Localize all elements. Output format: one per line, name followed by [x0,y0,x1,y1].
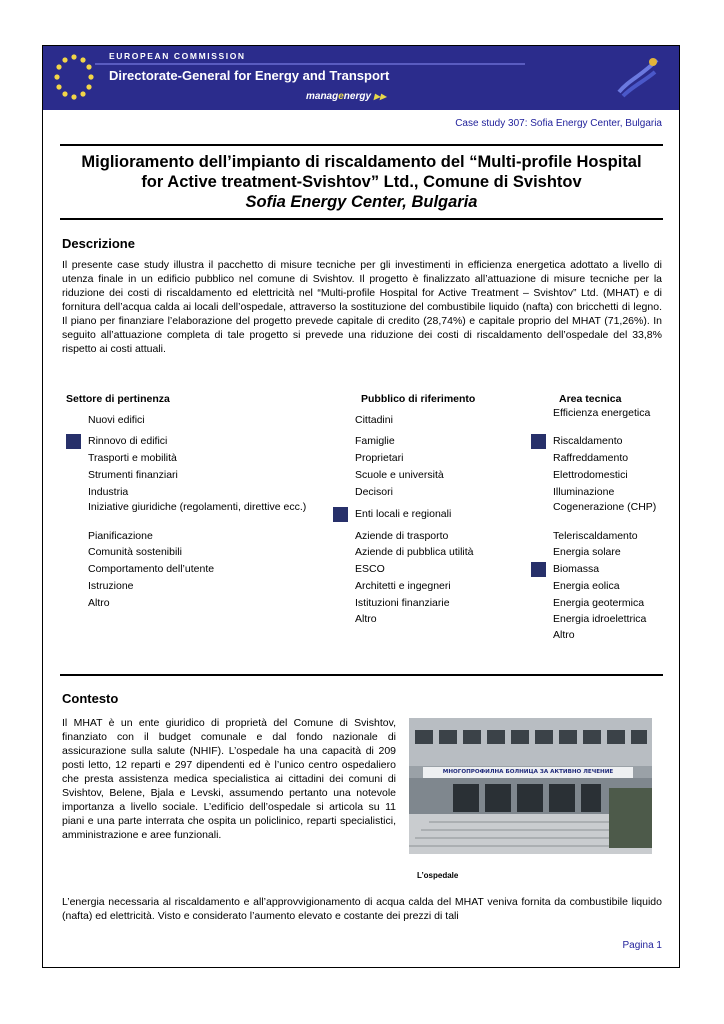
pubblico-item: Architetti e ingegneri [355,580,451,592]
pubblico-item: Famiglie [355,435,395,447]
settore-checkbox-checked [66,434,81,449]
area-item: Energia solare [553,546,621,558]
title-subtitle: Sofia Energy Center, Bulgaria [245,193,478,211]
hospital-photo [409,718,652,854]
settore-item: Comportamento dell’utente [88,563,215,575]
managenergy-logo: managenergy ▶▶ [306,91,387,102]
header-banner [43,46,679,110]
title-line-2: for Active treatment-Svishtov” Ltd., Comune di Svishtov [141,173,582,191]
settore-item: Nuovi edifici [88,414,145,426]
area-item: Elettrodomestici [553,469,628,481]
area-checkbox-checked [531,562,546,577]
photo-sign: МНОГОПРОФИЛНА БОЛНИЦА ЗА АКТИВНО ЛЕЧЕНИЕ [442,769,614,775]
area-item: Energia idroelettrica [553,613,647,625]
contesto-text: Il MHAT è un ente giuridico di proprietà del Comune di Svishtov, finanziato con il budget comunale e dal fondo nazionale di assicurazione sulla salute (NHIF). L’ospedale ha una capacità di 209 posti letto, 12 reparti e 297 dipendenti ed è l’unico centro ospedaliero che presta assistenza medica specialistica ai cittadini dei comuni di Svishtov, Belene, Bjala e Levski, assumendo pertanto una notevole importanza a livello sociale. L’edificio dell’ospedale si articola su 11 piani e una parte interrata che ospita un policlinico, reparti specialistici, amministrazione e aree funzionali. [62,717,396,841]
pubblico-checkbox-checked [333,507,348,522]
area-heading: Area tecnica [559,393,622,405]
area-item: Energia eolica [553,580,620,592]
area-item: Biomassa [553,563,600,575]
pubblico-heading: Pubblico di riferimento [361,393,476,405]
pubblico-item: Proprietari [355,452,404,464]
settore-item: Iniziative giuridiche (regolamenti, direttive ecc.) [88,501,307,513]
pubblico-item: Cittadini [355,414,393,426]
section-rule [60,674,663,676]
settore-heading: Settore di pertinenza [66,393,170,405]
settore-item: Altro [88,597,110,609]
settore-item: Trasporti e mobilità [88,452,177,464]
area-item: Illuminazione [553,486,615,498]
title-top-rule [60,144,663,146]
title-line-1: Miglioramento dell’impianto di riscaldamento del “Multi-profile Hospital [81,153,642,171]
area-item: Cogenerazione (CHP) [553,501,657,513]
area-item: Raffreddamento [553,452,629,464]
contesto-text-2: L’energia necessaria al riscaldamento e all’approvvigionamento di acqua calda del MHAT veniva fornita da combustibile liquido (nafta) ed elettricità. Visto e considerato l’aumento elevato e costante dei prezzi di tali [62,896,662,922]
area-item: Altro [553,629,575,641]
pubblico-item: Aziende di pubblica utilità [355,546,474,558]
pubblico-item: Decisori [355,486,393,498]
eu-stars-icon [51,52,97,104]
photo-caption: L’ospedale [417,871,459,880]
settore-item: Industria [88,486,129,498]
settore-item: Rinnovo di edifici [88,435,168,447]
area-item: Efficienza energetica [553,407,651,419]
area-item: Teleriscaldamento [553,530,638,542]
pubblico-item: Scuole e università [355,469,444,481]
page-title [60,152,663,212]
settore-item: Strumenti finanziari [88,469,178,481]
pubblico-item: ESCO [355,563,385,575]
case-study-label: Case study 307: Sofia Energy Center, Bulgaria [455,118,662,129]
area-checkbox-checked [531,434,546,449]
energy-logo-icon [611,52,661,100]
commission-label: EUROPEAN COMMISSION [109,51,246,61]
banner-band [95,63,525,65]
pubblico-item: Istituzioni finanziarie [355,597,450,609]
area-item: Riscaldamento [553,435,623,447]
descrizione-heading: Descrizione [62,236,135,251]
pubblico-item: Aziende di trasporto [355,530,449,542]
settore-item: Istruzione [88,580,134,592]
page-number: Pagina 1 [622,940,662,951]
pubblico-item: Altro [355,613,377,625]
settore-item: Comunità sostenibili [88,546,182,558]
contesto-heading: Contesto [62,691,119,706]
directorate-label: Directorate-General for Energy and Transport [109,68,390,83]
pubblico-item: Enti locali e regionali [355,508,452,520]
descrizione-text: Il presente case study illustra il pacchetto di misure tecniche per gli investimenti in efficienza energetica adottato a livello di utenza finale in un edificio pubblico nel comune di Svishtov. Il progetto è finalizzato all’attuazione di misure tecniche per la riduzione dei costi di riscaldamento ed elettricità nel “Multi-profile Hospital for Active Treatment – Svishtov” Ltd. (MHAT) e di fornitura dell’acqua calda ai locali dell’ospedale, attraverso la sostituzione del combustibile liquido (nafta) con bricchetti di legno. Il piano per finanziare l’elaborazione del progetto prevede capitale di credito (28,74%) e capitale proprio del MHAT (71,26%). In seguito all’attuazione completa di tale progetto si prevede una riduzione dei costi di riscaldamento dell’ospedale del 33,8% rispetto ai costi attuali. [62,259,662,355]
title-bottom-rule [60,218,663,220]
area-item: Energia geotermica [553,597,645,609]
settore-item: Pianificazione [88,530,153,542]
